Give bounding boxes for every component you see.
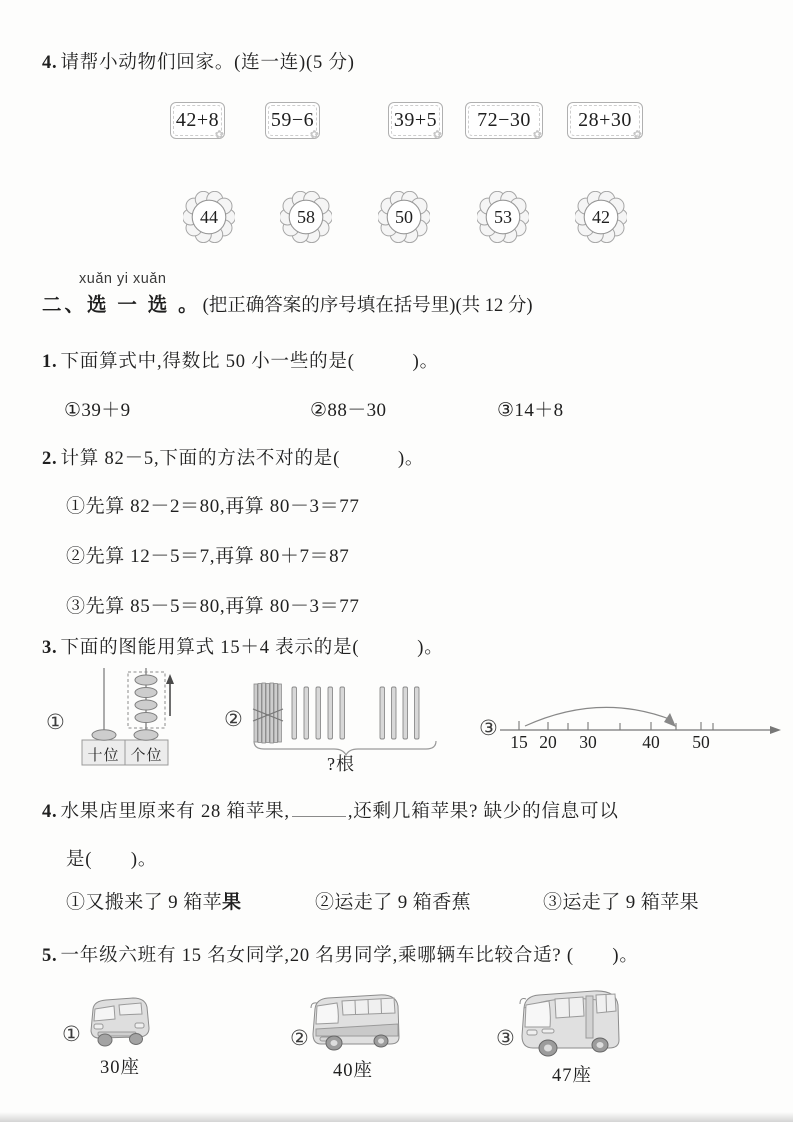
question-5: [42, 941, 639, 967]
question-1: [42, 347, 439, 373]
q1-option-3: ③14＋8: [497, 400, 564, 421]
question-text: 水果店里原来有 28 箱苹果,: [60, 802, 290, 822]
ones-place-label: 个位: [130, 748, 163, 764]
card-expression: 72−30: [477, 109, 531, 131]
match-question-line: [42, 48, 355, 74]
answer-blank: [292, 814, 346, 817]
coach-bus-icon: [516, 986, 624, 1061]
flower-number: 44: [200, 207, 218, 227]
seat-count-label: 40座: [332, 1061, 373, 1081]
sticks-caption: ?根: [327, 754, 355, 774]
flower-number: 58: [297, 207, 315, 227]
flower-decoration-icon: ✿: [432, 129, 442, 141]
question-number: 4.: [42, 53, 58, 73]
vehicle-1-badge: ①: [62, 1022, 81, 1046]
expression-card: [388, 102, 443, 139]
line-arrowhead: [770, 726, 781, 734]
card-expression: 28+30: [578, 109, 632, 131]
stick-bundle: [253, 683, 283, 743]
question-4: [42, 797, 619, 823]
flower-decoration-icon: ✿: [632, 129, 642, 141]
seat-count-label: 47座: [551, 1066, 592, 1086]
jump-arc: [525, 707, 672, 726]
five-single-sticks: [292, 687, 345, 739]
expression-card: [170, 102, 225, 139]
question-number: 2.: [42, 449, 58, 469]
figure-1-badge: ①: [46, 710, 65, 734]
question-number: 3.: [42, 638, 58, 658]
four-single-sticks: [380, 687, 419, 739]
question-text: 下面算式中,得数比 50 小一些的是( )。: [60, 352, 439, 372]
q2-method-1: ①先算 82－2＝80,再算 80－3＝77: [66, 496, 360, 517]
question-text: 下面的图能用算式 15＋4 表示的是( )。: [60, 638, 444, 658]
q4-option-2: ②运走了 9 箱香蕉: [315, 892, 472, 913]
flower-number: 50: [395, 207, 413, 227]
question-text: ,还剩几箱苹果? 缺少的信息可以: [347, 802, 619, 822]
question-number: 5.: [42, 946, 58, 966]
up-arrow-icon: [166, 674, 174, 716]
expression-card: [567, 102, 643, 139]
tick-label: 30: [579, 732, 597, 752]
tick-label: 40: [642, 732, 660, 752]
section-heading: [42, 289, 533, 317]
vehicle-3-badge: ③: [496, 1026, 515, 1050]
section-title: 二、选 一 选 。: [42, 295, 201, 316]
bus-icon: [308, 991, 403, 1053]
answer-flower: [477, 191, 529, 243]
answer-flower: [280, 191, 332, 243]
figure-3-badge: ③: [479, 716, 498, 740]
flower-number: 42: [592, 207, 610, 227]
flower-decoration-icon: ✿: [309, 129, 319, 141]
card-expression: 39+5: [393, 109, 438, 131]
flower-number: 53: [494, 207, 512, 227]
flower-decoration-icon: ✿: [532, 129, 542, 141]
tick-label: 20: [539, 732, 557, 752]
q4-option-1: ①又搬来了 9 箱苹果: [66, 892, 242, 913]
pinyin-annotation: xuǎn yi xuǎn: [79, 271, 167, 287]
seat-count-label: 30座: [99, 1058, 140, 1078]
card-expression: 42+8: [175, 109, 220, 131]
question-number: 4.: [42, 802, 58, 822]
number-line-figure: [498, 686, 783, 738]
tick-marks: [519, 721, 713, 730]
tick-label: 15: [510, 732, 528, 752]
card-expression: 59−6: [270, 109, 315, 131]
answer-flower: [575, 191, 627, 243]
question-number: 1.: [42, 352, 58, 372]
q1-option-2: ②88－30: [310, 400, 387, 421]
q2-method-2: ②先算 12－5＝7,再算 80＋7＝87: [66, 546, 350, 567]
flower-decoration-icon: ✿: [214, 129, 224, 141]
answer-flower: [378, 191, 430, 243]
arc-arrowhead: [664, 713, 676, 727]
minivan-icon: [84, 994, 154, 1049]
q1-option-1: ①39＋9: [64, 400, 131, 421]
question-4-line-2: 是( )。: [66, 850, 158, 870]
question-text: 一年级六班有 15 名女同学,20 名男同学,乘哪辆车比较合适? ( )。: [60, 946, 639, 966]
question-text: 计算 82－5,下面的方法不对的是( )。: [60, 449, 425, 469]
expression-card: [465, 102, 543, 139]
section-subtitle: (把正确答案的序号填在括号里)(共 12 分): [202, 296, 533, 316]
figure-2-badge: ②: [224, 707, 243, 731]
answer-flower: [183, 191, 235, 243]
expression-card: [265, 102, 320, 139]
question-2: [42, 444, 424, 470]
tens-place-label: 十位: [87, 748, 120, 764]
q4-option-3: ③运走了 9 箱苹果: [543, 892, 700, 913]
vehicle-2-badge: ②: [290, 1026, 309, 1050]
q2-method-3: ③先算 85－5＝80,再算 80－3＝77: [66, 596, 360, 617]
question-text: 请帮小动物们回家。(连一连)(5 分): [60, 53, 355, 73]
tick-label: 50: [692, 732, 710, 752]
question-3: [42, 633, 444, 659]
